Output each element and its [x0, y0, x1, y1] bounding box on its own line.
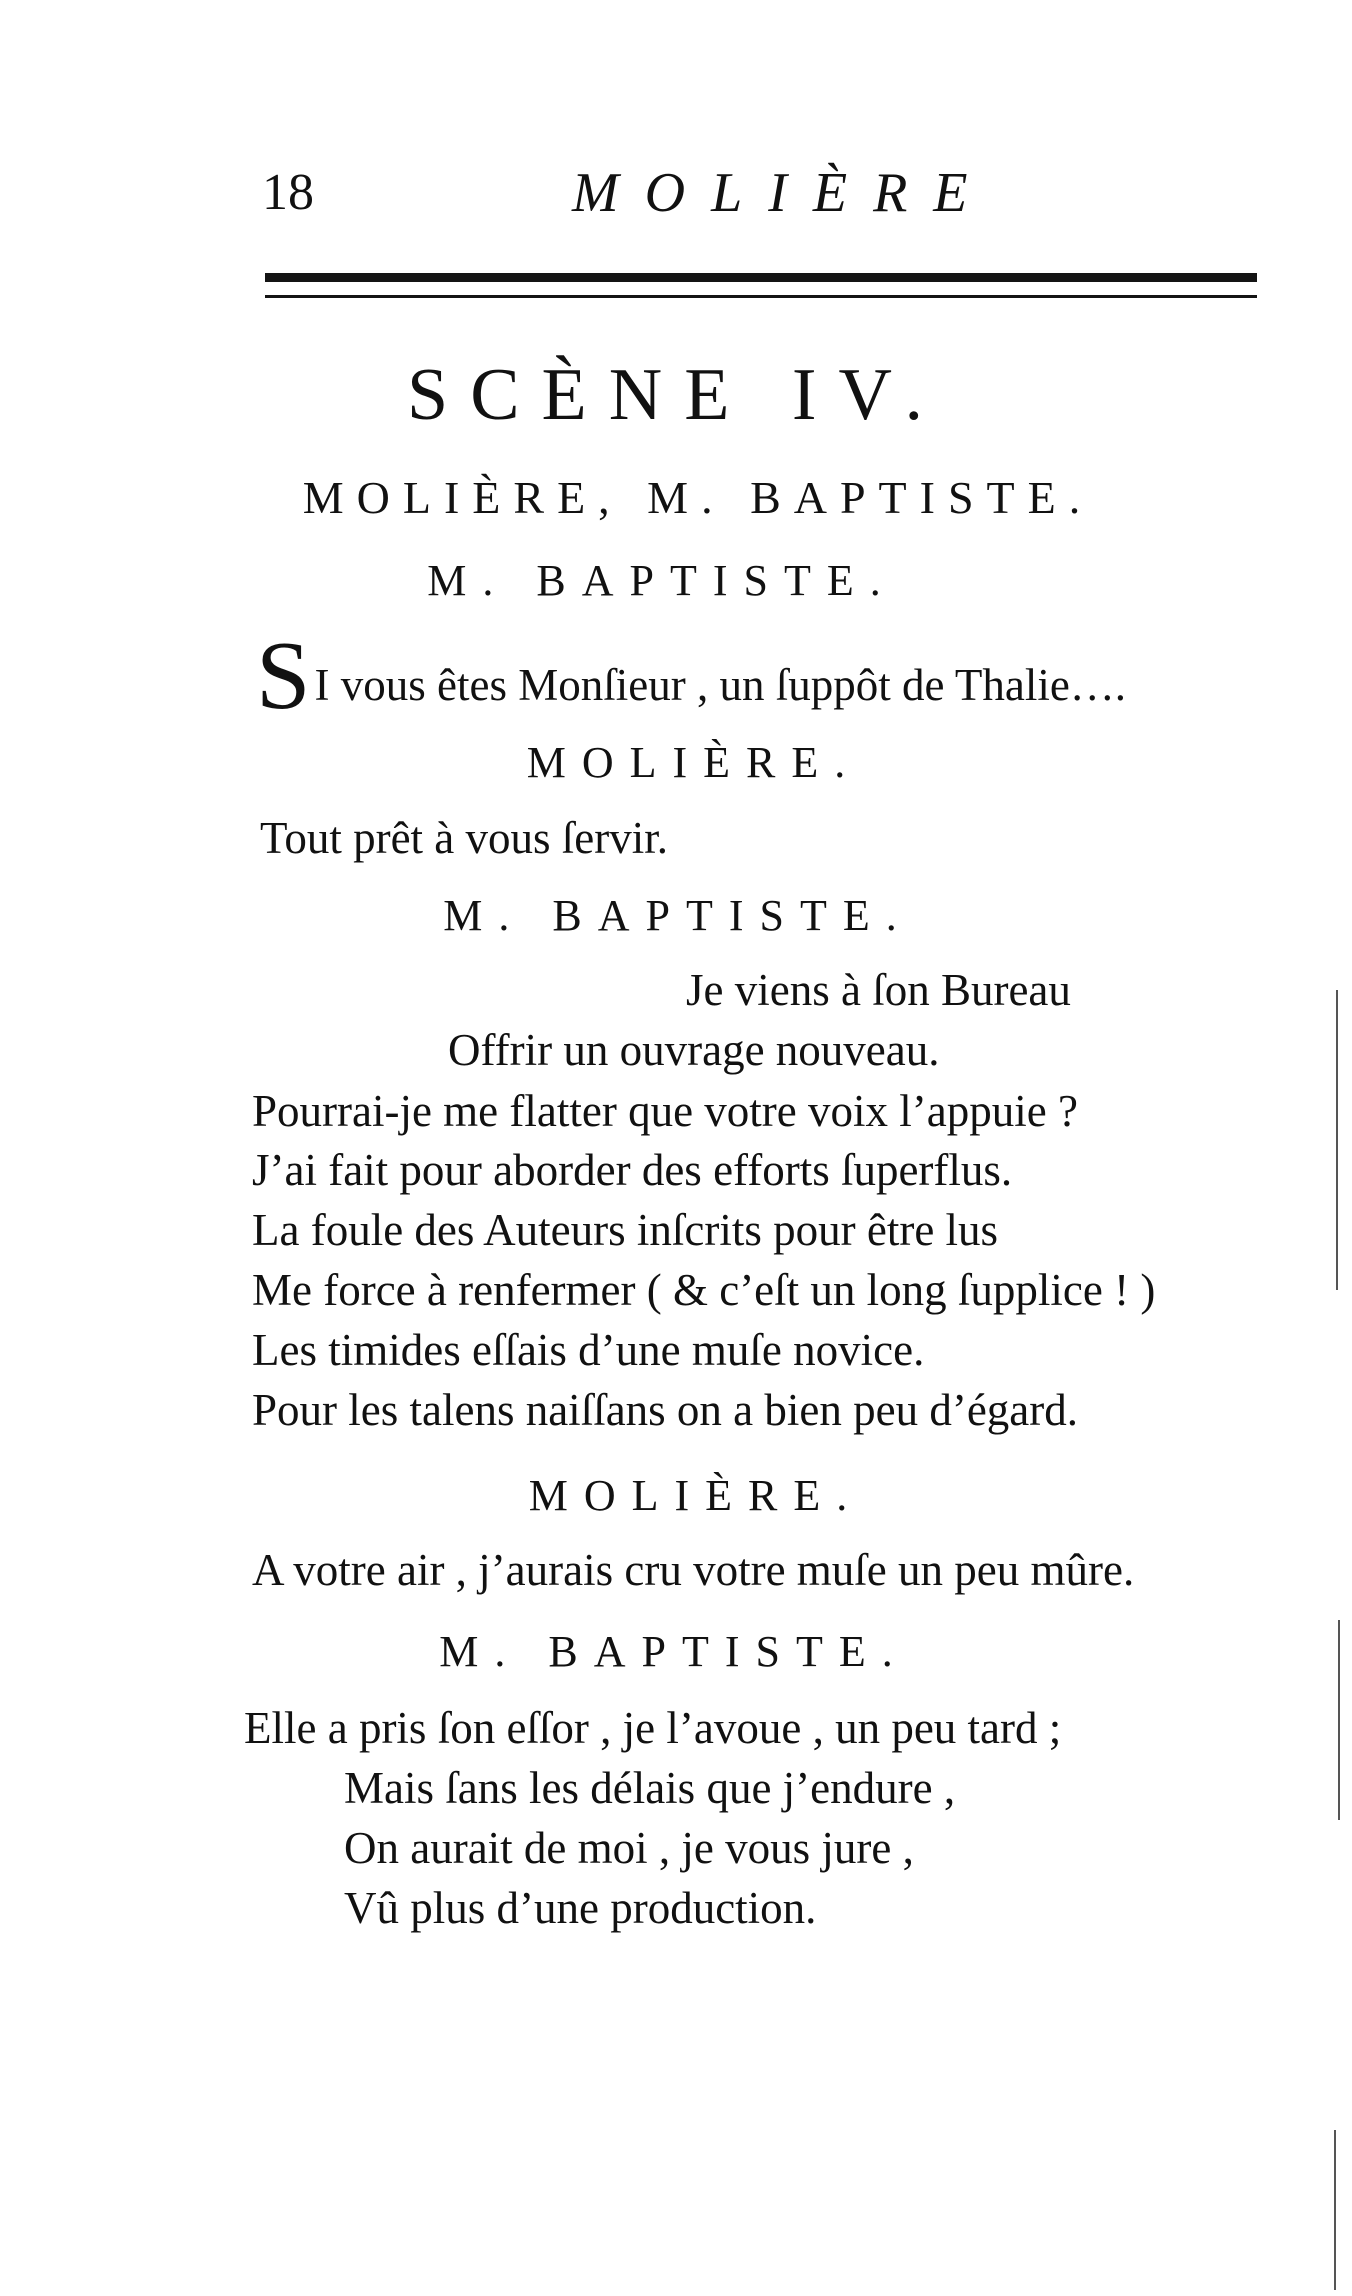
drop-capital: S: [256, 622, 311, 730]
speaker-label: M. BAPTISTE.: [443, 891, 913, 940]
speaker-label: M. BAPTISTE.: [439, 1627, 909, 1676]
page-edge-mark: [1336, 990, 1338, 1290]
verse-line: Vû plus d’une production.: [344, 1883, 817, 1933]
page-edge-mark: [1338, 1620, 1340, 1820]
page-number: 18: [262, 164, 314, 221]
running-title: MOLIÈRE: [572, 162, 994, 224]
verse-line: La foule des Auteurs inſcrits pour être lus: [252, 1205, 999, 1255]
speaker-label: MOLIÈRE.: [526, 738, 862, 787]
verse-line: [256, 622, 1127, 730]
scene-title: SCÈNE IV.: [407, 354, 945, 436]
verse-line: Tout prêt à vous ſervir.: [260, 813, 669, 863]
verse-line: Pour les talens naiſſans on a bien peu d’égard.: [252, 1385, 1079, 1435]
header-rule-thin: [265, 295, 1257, 298]
verse-line: Me force à renfermer ( & c’eſt un long ſupplice ! ): [252, 1265, 1156, 1315]
speaker-label: M. BAPTISTE.: [427, 556, 897, 605]
verse-line: Mais ſans les délais que j’endure ,: [344, 1763, 956, 1813]
header-rule-thick: [265, 273, 1257, 282]
page-edge-mark: [1334, 2130, 1336, 2290]
verse-line: On aurait de moi , je vous jure ,: [344, 1823, 914, 1873]
verse-line: Pourrai-je me flatter que votre voix l’appuie ?: [252, 1086, 1078, 1136]
verse-line: Offrir un ouvrage nouveau.: [448, 1025, 940, 1075]
verse-line: Elle a pris ſon eſſor , je l’avoue , un peu tard ;: [244, 1703, 1062, 1753]
cast-list: MOLIÈRE, M. BAPTISTE.: [302, 472, 1094, 523]
verse-line: Je viens à ſon Bureau: [686, 965, 1071, 1015]
verse-line: A votre air , j’aurais cru votre muſe un peu mûre.: [252, 1545, 1135, 1595]
speaker-label: MOLIÈRE.: [528, 1471, 864, 1520]
verse-text: I vous êtes Monſieur , un ſuppôt de Thalie….: [314, 660, 1127, 710]
verse-line: Les timides eſſais d’une muſe novice.: [252, 1325, 925, 1375]
verse-line: J’ai fait pour aborder des efforts ſuperflus.: [252, 1145, 1013, 1195]
running-head: [262, 158, 1262, 228]
